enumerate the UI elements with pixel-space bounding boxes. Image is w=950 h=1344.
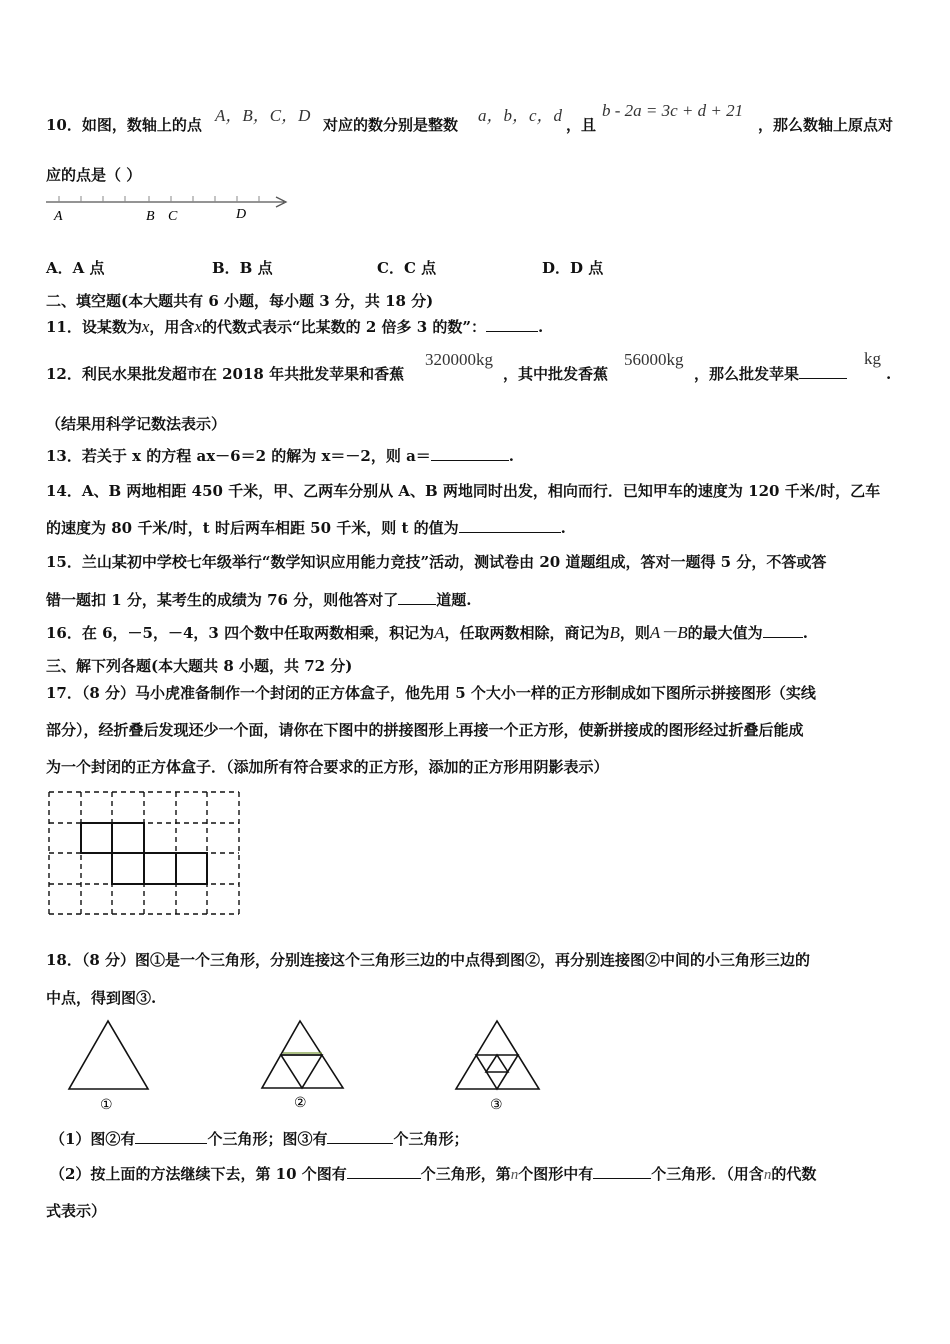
q15-line1: 15．兰山某初中学校七年级举行“数学知识应用能力竞技”活动，测试卷由 20 道题组成，答对一题得 5 分，不答或答 — [46, 553, 827, 571]
q10-line2: 应的点是（ ） — [46, 166, 142, 184]
caption-2: ② — [294, 1096, 307, 1111]
q17-line2: 部分），经折叠后发现还少一个面，请你在下图中的拼接图形上再接一个正方形，使新拼接成的图形经过折叠后能成 — [46, 721, 804, 739]
q12-answer-blank[interactable] — [799, 364, 847, 379]
triangle-figures — [66, 1018, 566, 1114]
q10-option-d[interactable]: D．D 点 — [542, 259, 604, 277]
q10-vars: a，b，c，d — [478, 106, 563, 125]
triangle-figure-3 — [456, 1021, 539, 1089]
section-2-heading: 二、填空题(本大题共有 6 小题，每小题 3 分，共 18 分) — [46, 292, 434, 310]
q18-line1: 18．（8 分）图①是一个三角形，分别连接这个三角形三边的中点得到图②，再分别连接图②中间的小三角形三边的 — [46, 951, 811, 969]
q14-line2: 的速度为 80 千米/时，t 时后两车相距 50 千米，则 t 的值为 . — [46, 519, 566, 537]
number-line-figure — [40, 190, 300, 230]
q12-dot: . — [886, 365, 892, 383]
q18-blank-4[interactable] — [593, 1164, 651, 1179]
section-3-heading: 三、解下列各题(本大题共 8 小题，共 72 分) — [46, 657, 353, 675]
q10-prefix: 10．如图，数轴上的点 — [46, 116, 202, 134]
number-line-ticks — [59, 196, 259, 202]
q12-text-a: 12．利民水果批发超市在 2018 年共批发苹果和香蕉 — [46, 365, 405, 383]
q12-line2: （结果用科学记数法表示） — [46, 415, 227, 433]
q18-blank-1[interactable] — [135, 1129, 207, 1144]
q14-line1: 14．A、B 两地相距 450 千米，甲、乙两车分别从 A、B 两地同时出发，相向而行．已知甲车的速度为 120 千米/时，乙车 — [46, 482, 881, 500]
q12-unit: kg — [864, 349, 881, 368]
axis-label-b: B — [146, 209, 155, 224]
q18-last-line: 式表示） — [46, 1202, 107, 1220]
q12-value-1: 320000kg — [425, 350, 493, 369]
q10-comma: ，且 — [566, 116, 597, 134]
q16-answer-blank[interactable] — [763, 623, 803, 638]
q18-part2: （2）按上面的方法继续下去，第 10 个图有 个三角形，第n个图形中有 个三角形．（用含n的代数 — [50, 1165, 817, 1183]
q18-blank-2[interactable] — [327, 1129, 393, 1144]
cube-net-grid-figure — [46, 789, 246, 919]
axis-label-c: C — [168, 209, 178, 224]
q14-answer-blank[interactable] — [459, 518, 561, 533]
q17-line1: 17．（8 分）马小虎准备制作一个封闭的正方体盒子，他先用 5 个大小一样的正方形制成如下图所示拼接图形（实线 — [46, 684, 816, 702]
q12-text-c: ，那么批发苹果 — [694, 364, 847, 384]
q18-blank-3[interactable] — [347, 1164, 421, 1179]
q10-option-c[interactable]: C．C 点 — [377, 259, 437, 277]
q10-mid: 对应的数分别是整数 — [323, 116, 459, 134]
q12-value-2: 56000kg — [624, 350, 684, 369]
q15-answer-blank[interactable] — [398, 590, 436, 605]
q17-line3: 为一个封闭的正方体盒子．（添加所有符合要求的正方形，添加的正方形用阴影表示） — [46, 758, 609, 776]
q18-line2: 中点，得到图③. — [46, 989, 157, 1007]
q10-option-a[interactable]: A．A 点 — [46, 259, 105, 277]
q11-text: 11．设某数为x，用含x的代数式表示“比某数的 2 倍多 3 的数”： . — [46, 317, 544, 336]
caption-1: ① — [100, 1098, 113, 1113]
triangle-figure-2 — [262, 1021, 343, 1088]
q12-text-b: ，其中批发香蕉 — [503, 365, 609, 383]
caption-3: ③ — [490, 1098, 503, 1113]
q16-text: 16．在 6，－5，－4，3 四个数中任取两数相乘，积记为A，任取两数相除，商记为B，则A－B的最大值为 . — [46, 623, 808, 642]
q13-answer-blank[interactable] — [431, 446, 509, 461]
axis-label-d: D — [236, 207, 247, 222]
axis-label-a: A — [54, 209, 63, 224]
q11-answer-blank[interactable] — [486, 317, 538, 332]
q13-text: 13．若关于 x 的方程 ax－6＝2 的解为 x＝－2，则 a＝ . — [46, 447, 515, 465]
solid-net-squares — [81, 823, 207, 884]
q10-equation: b - 2a = 3c + d + 21 — [602, 101, 744, 120]
q18-part1: （1）图②有 个三角形；图③有 个三角形； — [50, 1130, 469, 1148]
q10-points: A，B，C，D — [215, 106, 311, 125]
triangle-figure-1 — [69, 1021, 148, 1089]
q15-line2: 错一题扣 1 分，某考生的成绩为 76 分，则他答对了 道题. — [46, 591, 472, 609]
q10-suffix: ，那么数轴上原点对 — [758, 116, 894, 134]
q10-option-b[interactable]: B．B 点 — [212, 259, 273, 277]
